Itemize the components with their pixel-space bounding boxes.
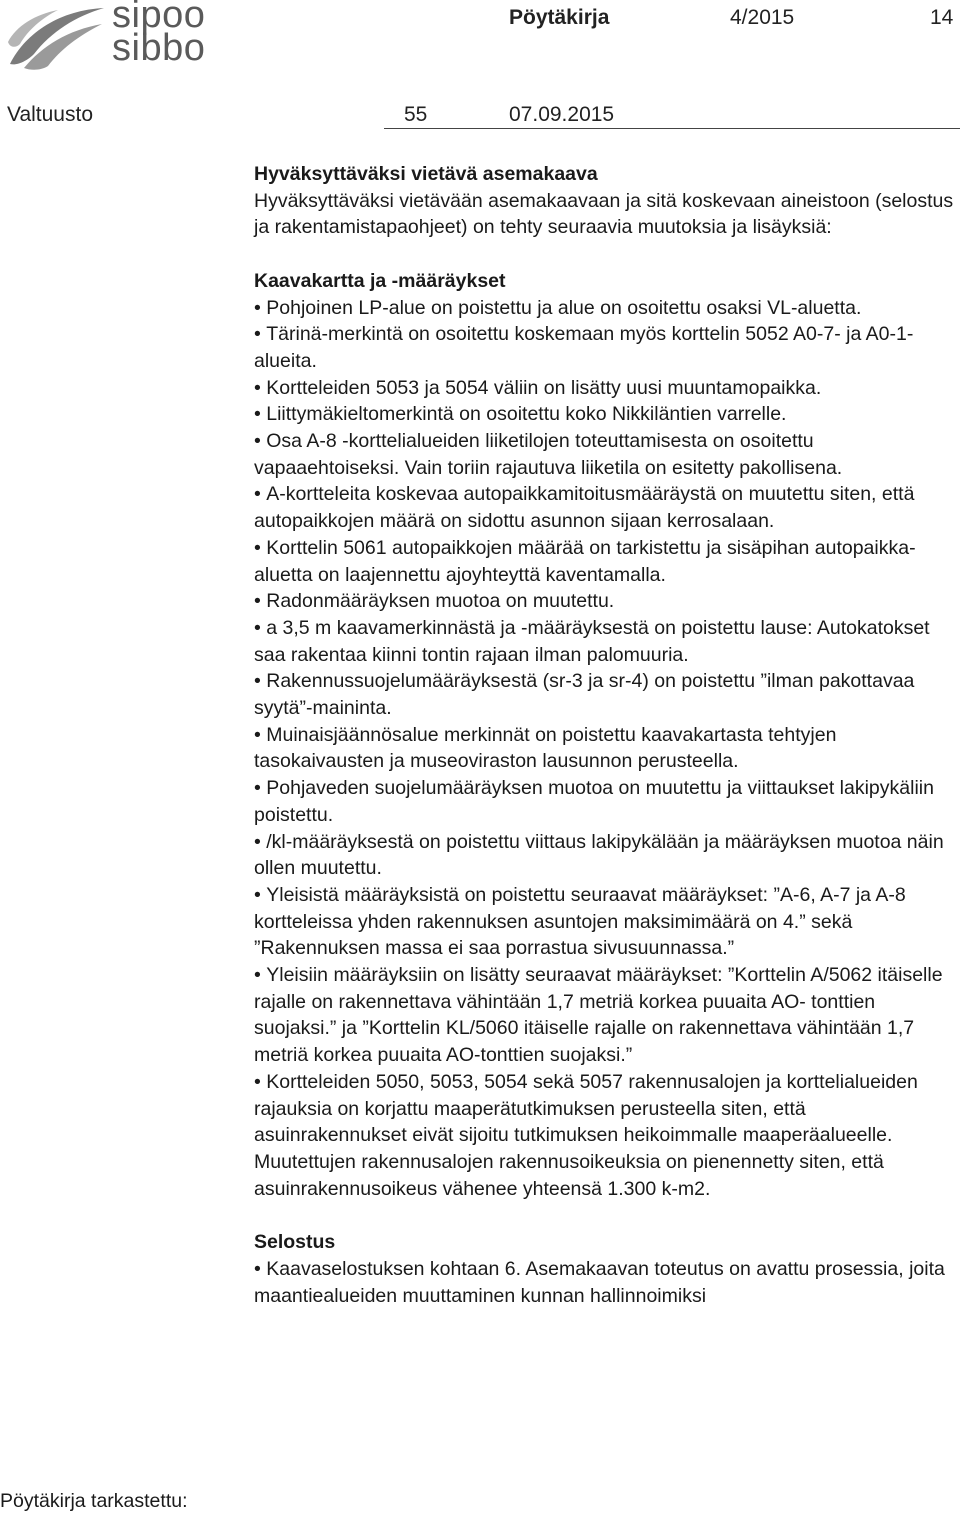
list-item: • Tärinä-merkintä on osoitettu koskemaan myös korttelin 5052 A0-7- ja A0-1-alueita. xyxy=(254,321,954,374)
document-body xyxy=(254,161,954,1309)
bullet-list xyxy=(254,295,954,1203)
spacer xyxy=(254,241,954,268)
meeting-date: 07.09.2015 xyxy=(509,103,615,126)
footer-reviewed-label: Pöytäkirja tarkastettu: xyxy=(0,1490,188,1512)
logo-text xyxy=(112,0,206,69)
list-item: • A-kortteleita koskevaa autopaikkamitoitusmääräystä on muutettu siten, että autopaikkojen määrä on sidottu asunnon sijaan kerrosalaan. xyxy=(254,481,954,534)
list-item: • Muinaisjäännösalue merkinnät on poistettu kaavakartasta tehtyjen tasokaivausten ja museoviraston lausunnon perusteella. xyxy=(254,722,954,775)
list-item: • Rakennussuojelumääräyksestä (sr-3 ja sr-4) on poistettu ”ilman pakottavaa syytä”-maininta. xyxy=(254,668,954,721)
list-item: • Kortteleiden 5050, 5053, 5054 sekä 5057 rakennusalojen ja korttelialueiden rajauksia on korjattu maaperätutkimuksen perusteella siten, että asuinrakennukset eivät sijoitu tutkimuksen heikoimmalle maaperäalueelle. Muutettujen rakennusalojen rakennusoikeuksia on pienennetty siten, että asuinrakennusoikeus vähenee yhteensä 1.300 k-m2. xyxy=(254,1069,954,1203)
spacer xyxy=(254,1202,954,1229)
intro-paragraph: Hyväksyttäväksi vietävään asemakaavaan ja sitä koskevaan aineistoon (selostus ja rakentamistapaohjeet) on tehty seuraavia muutoksia ja lisäyksiä: xyxy=(254,189,954,239)
list-item: • Pohjoinen LP-alue on poistettu ja alue on osoitettu osaksi VL-aluetta. xyxy=(254,295,954,322)
document-type: Pöytäkirja xyxy=(509,6,610,29)
list-item: • Radonmääräyksen muotoa on muutettu. xyxy=(254,588,954,615)
list-item: • Kaavaselostuksen kohtaan 6. Asemakaavan toteutus on avattu prosessia, joita maantiealueiden muuttaminen kunnan hallinnoimiksi xyxy=(254,1256,954,1309)
list-item: • Kortteleiden 5053 ja 5054 väliin on lisätty uusi muuntamopaikka. xyxy=(254,375,954,402)
subheading-selostus: Selostus xyxy=(254,1231,336,1254)
list-item: • Osa A-8 -korttelialueiden liiketilojen toteuttamisesta on osoitettu vapaaehtoiseksi. Vain toriin rajautuva liiketila on esitetty pakollisena. xyxy=(254,428,954,481)
list-item: • Yleisiin määräyksiin on lisätty seuraavat määräykset: ”Korttelin A/5062 itäiselle rajalle on rakennettava vähintään 1,7 metriä korkea puuaita AO- tonttien suojaksi.” ja ”Korttelin KL/5060 itäiselle rajalle on rakennettava vähintään 1,7 metriä korkea puuaita AO-tonttien suojaksi.” xyxy=(254,962,954,1069)
list-item: • /kl-määräyksestä on poistettu viittaus lakipykälään ja määräyksen muotoa näin ollen muutettu. xyxy=(254,829,954,882)
list-item: • Korttelin 5061 autopaikkojen määrää on tarkistettu ja sisäpihan autopaikka-aluetta on laajennettu ajoyhteyttä kaventamalla. xyxy=(254,535,954,588)
logo-line-1: sipoo xyxy=(112,0,206,36)
header-rule xyxy=(384,128,960,129)
list-item: • a 3,5 m kaavamerkinnästä ja -määräyksestä on poistettu lause: Autokatokset saa rakentaa kiinni tontin rajaan ilman palomuuria. xyxy=(254,615,954,668)
section-heading: Hyväksyttäväksi vietävä asemakaava xyxy=(254,163,598,185)
sipoo-sibbo-logo xyxy=(6,2,256,72)
list-item: • Liittymäkieltomerkintä on osoitettu koko Nikkiläntien varrelle. xyxy=(254,401,954,428)
page-number: 14 xyxy=(930,6,954,29)
swoosh-logo-icon xyxy=(6,2,116,72)
list-item: • Pohjaveden suojelumääräyksen muotoa on muutettu ja viittaukset lakipykäliin poistettu. xyxy=(254,775,954,828)
logo-line-2: sibbo xyxy=(112,27,206,69)
section-number: 55 xyxy=(404,103,428,126)
document-number: 4/2015 xyxy=(730,6,795,29)
subheading-kaavakartta: Kaavakartta ja -määräykset xyxy=(254,269,506,292)
council-body: Valtuusto xyxy=(7,103,93,126)
list-item: • Yleisistä määräyksistä on poistettu seuraavat määräykset: ”A-6, A-7 ja A-8 kortteleissa yhden rakennuksen asuntojen maksimimäärä on 4.” sekä ”Rakennuksen massa ei saa porrastua sivusuunnassa.” xyxy=(254,882,954,962)
